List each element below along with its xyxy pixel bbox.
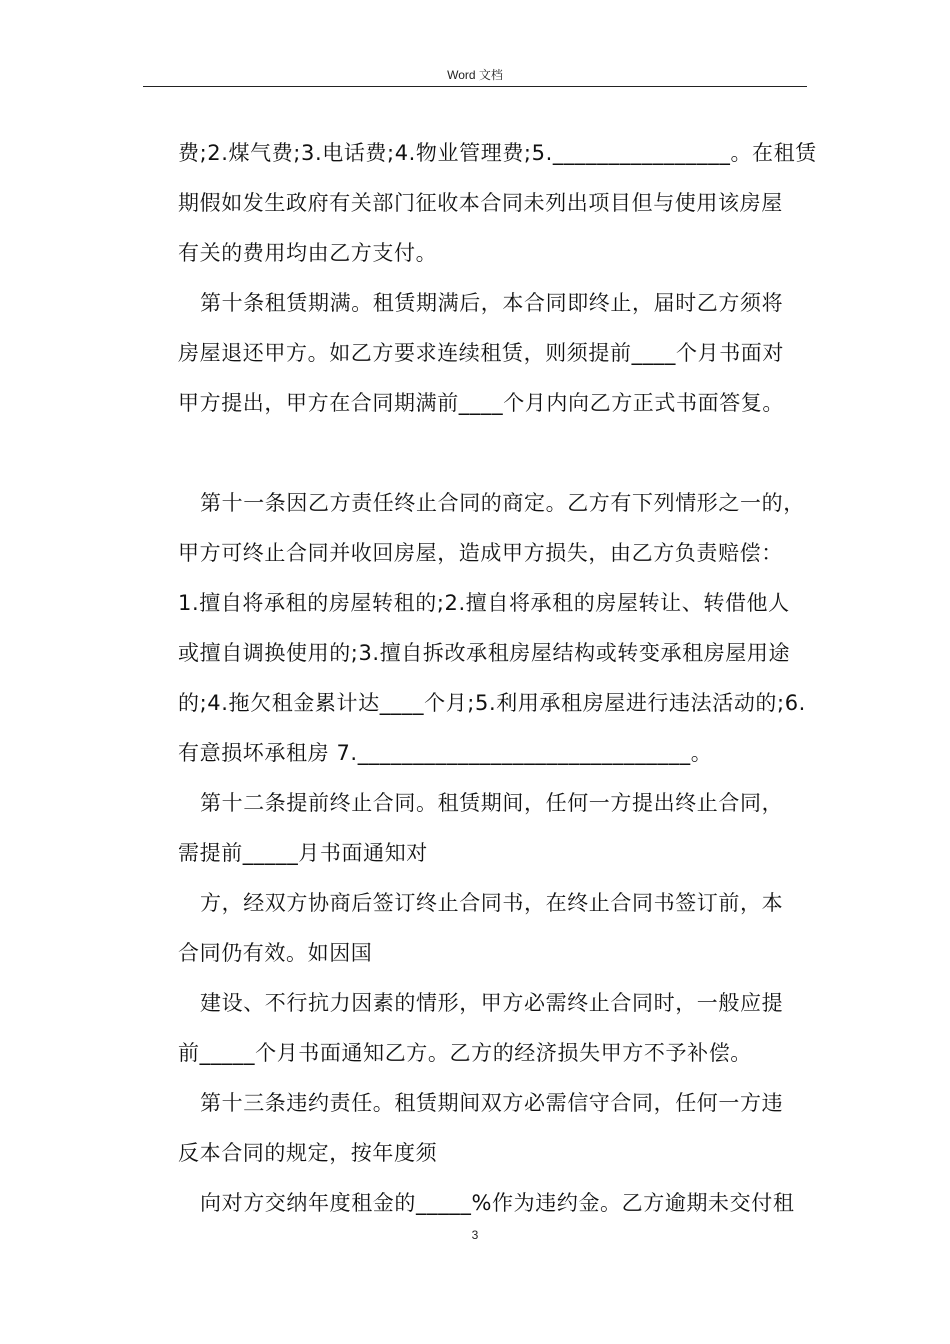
text-line: 房屋退还甲方。如乙方要求连续租赁，则须提前____个月书面对 [178, 341, 784, 365]
text-line: 有意损坏承租房 7.______________________________。 [178, 741, 713, 765]
text-line: 甲方提出，甲方在合同期满前____个月内向乙方正式书面答复。 [178, 391, 784, 415]
paragraph-start-article-13: 第十三条违约责任。租赁期间双方必需信守合同，任何一方违 [200, 1091, 784, 1115]
text-line: 建设、不行抗力因素的情形，甲方必需终止合同时，一般应提 [200, 991, 784, 1015]
text-line: 反本合同的规定，按年度须 [178, 1141, 438, 1165]
paragraph-start-article-10: 第十条租赁期满。租赁期满后，本合同即终止，届时乙方须将 [200, 291, 784, 315]
paragraph-start-article-11: 第十一条因乙方责任终止合同的商定。乙方有下列情形之一的， [200, 491, 805, 515]
text-line: 1.擅自将承租的房屋转租的;2.擅自将承租的房屋转让、转借他人 [178, 591, 790, 615]
text-line: 的;4.拖欠租金累计达____个月;5.利用承租房屋进行违法活动的;6. [178, 691, 806, 715]
paragraph-start-article-12: 第十二条提前终止合同。租赁期间，任何一方提出终止合同， [200, 791, 784, 815]
paragraph-gap [178, 428, 806, 478]
text-line: 前_____个月书面通知乙方。乙方的经济损失甲方不予补偿。 [178, 1041, 752, 1065]
text-line: 合同仍有效。如因国 [178, 941, 373, 965]
text-line: 有关的费用均由乙方支付。 [178, 241, 438, 265]
header-title: Word 文档 [447, 68, 503, 82]
text-line: 甲方可终止合同并收回房屋，造成甲方损失，由乙方负责赔偿： [178, 541, 783, 565]
text-line: 方，经双方协商后签订终止合同书，在终止合同书签订前，本 [200, 891, 784, 915]
page-number: 3 [471, 1228, 479, 1242]
header-divider [143, 86, 807, 87]
document-body [178, 128, 817, 1228]
text-line: 或擅自调换使用的;3.擅自拆改承租房屋结构或转变承租房屋用途 [178, 641, 791, 665]
text-line: 向对方交纳年度租金的_____%作为违约金。乙方逾期未交付租 [200, 1191, 795, 1215]
text-line: 需提前_____月书面通知对 [178, 841, 428, 865]
text-line: 费;2.煤气费;3.电话费;4.物业管理费;5.________________。在租赁 [178, 141, 817, 165]
text-line: 期假如发生政府有关部门征收本合同未列出项目但与使用该房屋 [178, 191, 783, 215]
